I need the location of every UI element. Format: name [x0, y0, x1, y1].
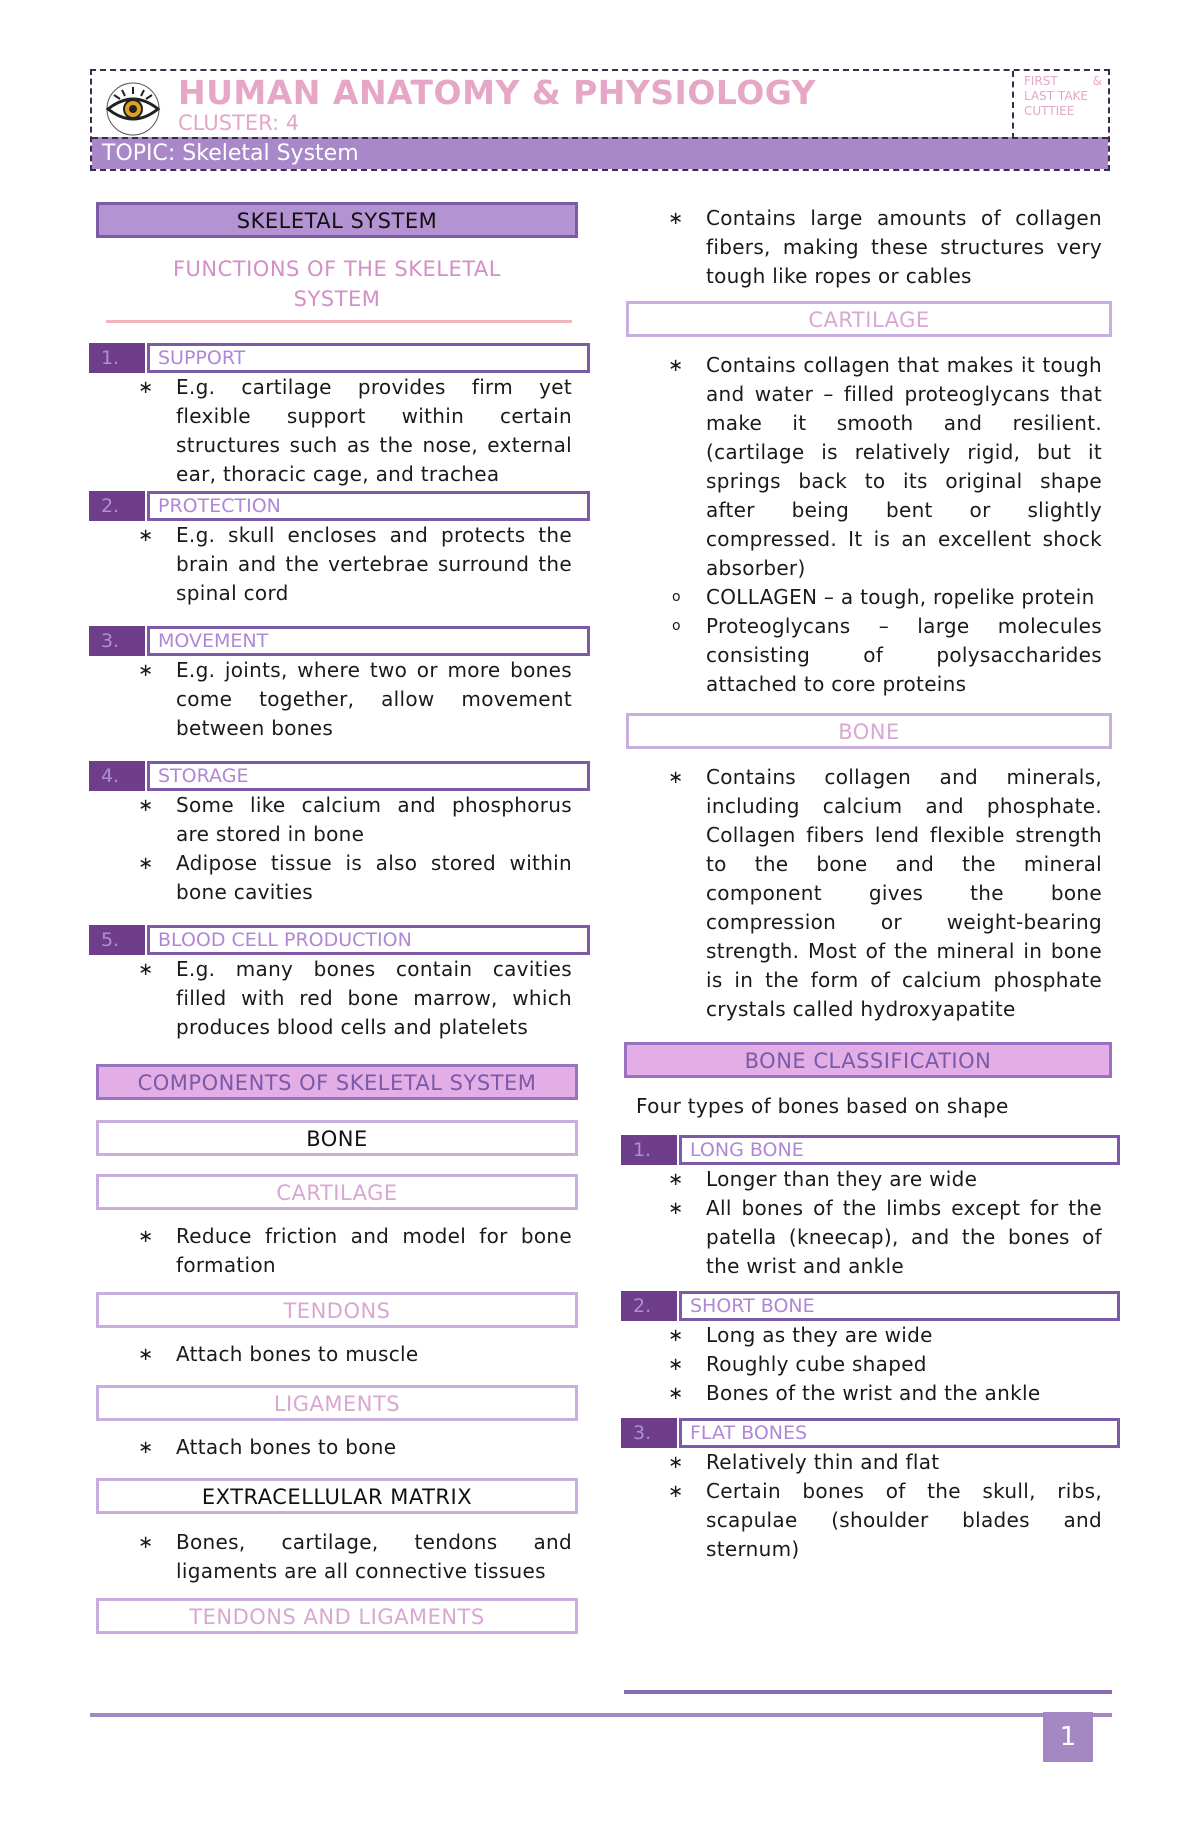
bone-type-number: 2. — [621, 1291, 677, 1321]
ligaments-bullets — [92, 1433, 582, 1462]
list-item: ∗ Contains collagen and minerals, including calcium and phosphate. Collagen fibers lend flexible strength to the bone and the mineral component gives the bone compression or weight-bearing strength. Most of the mineral in bone is in the form of calcium phosphate crystals called hydroxyapatite — [668, 765, 1102, 1021]
left-column — [92, 200, 582, 1634]
page-header — [90, 69, 1110, 171]
bone-type-title: LONG BONE — [679, 1135, 1120, 1165]
ligaments-label: LIGAMENTS — [96, 1385, 578, 1421]
bullet-icon: ∗ — [138, 853, 154, 874]
author-line-1a: FIRST — [1024, 74, 1058, 88]
page-number: 1 — [1043, 1712, 1093, 1762]
bullet-icon: ∗ — [668, 1354, 684, 1375]
list-item: ∗ Adipose tissue is also stored within bone cavities — [138, 851, 572, 904]
bullet-icon: ∗ — [668, 767, 684, 788]
function-heading — [89, 491, 582, 521]
function-number: 1. — [89, 343, 145, 373]
bone-label: BONE — [626, 713, 1112, 749]
function-heading — [89, 925, 582, 955]
extracellular-matrix-label: EXTRACELLULAR MATRIX — [96, 1478, 578, 1514]
topic-bar: TOPIC: Skeletal System — [92, 137, 1108, 169]
cartilage-label: CARTILAGE — [96, 1174, 578, 1210]
bullet-icon: ∗ — [668, 1325, 684, 1346]
bone-type-title: FLAT BONES — [679, 1418, 1120, 1448]
bullet-icon: ∗ — [138, 1344, 154, 1365]
list-item: ∗ Reduce friction and model for bone formation — [138, 1224, 572, 1277]
bone-label: BONE — [96, 1120, 578, 1156]
list-item: ∗ E.g. joints, where two or more bones come together, allow movement between bones — [138, 658, 572, 740]
bone-type-bullets — [624, 1448, 1112, 1564]
bone-type-heading — [621, 1135, 1112, 1165]
function-number: 2. — [89, 491, 145, 521]
bullet-icon: ∗ — [138, 1532, 154, 1553]
author-line-1b: & — [1092, 74, 1102, 88]
list-item: ∗ Bones, cartilage, tendons and ligaments are all connective tissues — [138, 1530, 572, 1583]
function-title: MOVEMENT — [147, 626, 590, 656]
bullet-icon: ∗ — [668, 1452, 684, 1473]
function-title: SUPPORT — [147, 343, 590, 373]
bullet-icon: ∗ — [138, 377, 154, 398]
function-bullets — [92, 656, 582, 743]
document-title: HUMAN ANATOMY & PHYSIOLOGY — [178, 73, 817, 112]
classification-intro: Four types of bones based on shape — [636, 1094, 1009, 1118]
components-heading: COMPONENTS OF SKELETAL SYSTEM — [96, 1064, 578, 1100]
list-item: ∗ Contains large amounts of collagen fibers, making these structures very tough like ropes or cables — [668, 206, 1102, 288]
cartilage-label: CARTILAGE — [626, 301, 1112, 337]
functions-title: FUNCTIONS OF THE SKELETAL SYSTEM — [172, 257, 502, 311]
function-title: STORAGE — [147, 761, 590, 791]
function-number: 4. — [89, 761, 145, 791]
bullet-icon: ∗ — [138, 1437, 154, 1458]
bullet-icon: ∗ — [138, 1226, 154, 1247]
function-bullets — [92, 521, 582, 608]
function-number: 5. — [89, 925, 145, 955]
bone-type-number: 3. — [621, 1418, 677, 1448]
bone-type-heading — [621, 1418, 1112, 1448]
ecm-bullets — [92, 1528, 582, 1586]
bullet-icon: ∗ — [668, 1169, 684, 1190]
function-bullets — [92, 955, 582, 1042]
list-item: ∗ E.g. skull encloses and protects the brain and the vertebrae surround the spinal cord — [138, 523, 572, 605]
pink-divider — [106, 320, 572, 323]
bone-type-number: 1. — [621, 1135, 677, 1165]
cluster-label: CLUSTER: 4 — [178, 111, 300, 135]
function-heading — [89, 626, 582, 656]
cartilage-sub-list — [636, 583, 1102, 699]
bullet-icon: ∗ — [138, 660, 154, 681]
tendons-and-ligaments-label: TENDONS AND LIGAMENTS — [96, 1598, 578, 1634]
tendons-ligaments-bullets — [624, 204, 1112, 291]
list-item: ∗ Long as they are wide — [706, 1321, 1102, 1350]
bone-type-bullets — [624, 1165, 1112, 1281]
bullet-icon: ∗ — [138, 959, 154, 980]
list-item: o COLLAGEN – a tough, ropelike protein — [706, 583, 1102, 612]
function-bullets — [92, 791, 582, 907]
tendons-label: TENDONS — [96, 1292, 578, 1328]
cartilage-bullets — [92, 1222, 582, 1280]
list-item: ∗ Some like calcium and phosphorus are stored in bone — [138, 793, 572, 846]
bullet-icon: ∗ — [668, 1481, 684, 1502]
bullet-icon: ∗ — [138, 525, 154, 546]
tendons-bullets — [92, 1340, 582, 1369]
cartilage-bullets — [624, 351, 1112, 699]
skeletal-system-heading: SKELETAL SYSTEM — [96, 202, 578, 238]
bone-type-heading — [621, 1291, 1112, 1321]
list-item: ∗ Bones of the wrist and the ankle — [706, 1379, 1102, 1408]
eye-logo-icon — [102, 81, 164, 137]
bone-type-bullets — [624, 1321, 1112, 1408]
function-title: PROTECTION — [147, 491, 590, 521]
author-box — [1012, 71, 1108, 139]
function-heading — [89, 761, 582, 791]
list-item: ∗ Attach bones to bone — [176, 1433, 572, 1462]
function-heading — [89, 343, 582, 373]
bone-classification-heading: BONE CLASSIFICATION — [624, 1042, 1112, 1078]
function-title: BLOOD CELL PRODUCTION — [147, 925, 590, 955]
function-number: 3. — [89, 626, 145, 656]
author-line-2: LAST TAKE — [1024, 89, 1088, 103]
function-bullets — [92, 373, 582, 489]
list-item: ∗ E.g. cartilage provides firm yet flexible support within certain structures such as the nose, external ear, thoracic cage, and trachea — [138, 375, 572, 486]
list-item: ∗ E.g. many bones contain cavities filled with red bone marrow, which produces blood cells and platelets — [138, 957, 572, 1039]
bullet-icon: ∗ — [668, 1383, 684, 1404]
bullet-icon: ∗ — [668, 355, 684, 376]
sub-bullet-icon: o — [672, 589, 681, 605]
list-item: o Proteoglycans – large molecules consisting of polysaccharides attached to core proteins — [672, 614, 1102, 696]
list-item: ∗ Contains collagen that makes it tough and water – filled proteoglycans that make it smooth and resilient. (cartilage is relatively rigid, but it springs back to its original shape after being bent or slightly compressed. It is an excellent shock absorber) o COLLAGEN – a tough, ropelike protein o Proteoglycans – large molecules consisting of polysaccharides attached to core proteins — [706, 351, 1102, 699]
sub-bullet-icon: o — [672, 618, 681, 634]
footer-divider — [90, 1713, 1112, 1717]
right-column — [624, 204, 1112, 1564]
list-item: ∗ Relatively thin and flat — [706, 1448, 1102, 1477]
author-line-3: CUTTIEE — [1024, 104, 1075, 118]
list-item: ∗ Attach bones to muscle — [176, 1340, 572, 1369]
list-item: ∗ Certain bones of the skull, ribs, scapulae (shoulder blades and sternum) — [668, 1479, 1102, 1561]
bone-bullets — [624, 763, 1112, 1024]
list-item: ∗ Longer than they are wide — [706, 1165, 1102, 1194]
bone-type-title: SHORT BONE — [679, 1291, 1120, 1321]
list-item: ∗ Roughly cube shaped — [706, 1350, 1102, 1379]
list-item: ∗ All bones of the limbs except for the patella (kneecap), and the bones of the wrist and ankle — [668, 1196, 1102, 1278]
bullet-icon: ∗ — [138, 795, 154, 816]
bullet-icon: ∗ — [668, 208, 684, 229]
column-end-divider — [624, 1690, 1112, 1694]
bullet-icon: ∗ — [668, 1198, 684, 1219]
